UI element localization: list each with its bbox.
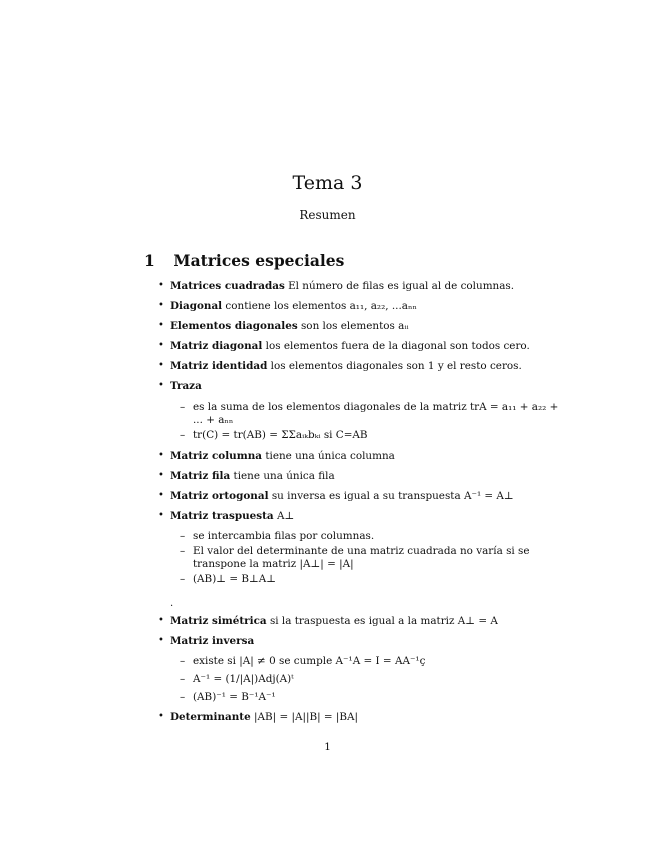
dash-icon: –	[180, 691, 186, 703]
sub-item-continuation: transpone la matriz |A⊥| = |A|	[193, 558, 354, 570]
list-item	[170, 615, 498, 628]
list-item	[170, 711, 358, 724]
item-term: Matriz inversa	[170, 635, 255, 647]
item-term: Traza	[170, 380, 202, 392]
item-text: |AB| = |A||B| = |BA|	[250, 711, 359, 723]
section-title: Matrices especiales	[173, 251, 345, 270]
list-item	[170, 360, 522, 373]
item-text: los elementos fuera de la diagonal son todos cero.	[262, 340, 530, 352]
list-item	[170, 470, 335, 483]
list-item	[170, 380, 202, 393]
sub-item: es la suma de los elementos diagonales de la matriz trA = a₁₁ + a₂₂ +	[193, 401, 559, 413]
item-text: los elementos diagonales son 1 y el resto ceros.	[267, 360, 522, 372]
bullet-icon: •	[158, 280, 164, 291]
list-item	[170, 635, 254, 648]
sub-item: existe si |A| ≠ 0 se cumple A⁻¹A = I = AA⁻¹ç	[193, 655, 426, 667]
sub-item: A⁻¹ = (1/|A|)Adj(A)ᵗ	[193, 673, 294, 685]
document-title: Tema 3	[292, 172, 363, 194]
sub-item: se intercambia filas por columnas.	[193, 530, 375, 542]
item-term: Matriz fila	[170, 470, 231, 482]
item-text: El número de filas es igual al de columnas.	[284, 280, 515, 292]
sub-item: (AB)⁻¹ = B⁻¹A⁻¹	[193, 691, 276, 703]
bullet-icon: •	[158, 340, 164, 351]
sub-item: (AB)⊥ = B⊥A⊥	[193, 573, 277, 585]
dash-icon: –	[180, 429, 186, 441]
list-item	[170, 300, 417, 313]
bullet-icon: •	[158, 450, 164, 461]
item-term: Elementos diagonales	[170, 320, 298, 332]
item-text: si la traspuesta es igual a la matriz A⊥ = A	[266, 615, 498, 627]
bullet-icon: •	[158, 490, 164, 501]
dash-icon: –	[180, 545, 186, 557]
section-number: 1	[144, 251, 155, 270]
item-term: Matrices cuadradas	[170, 280, 285, 292]
page-number: 1	[324, 741, 331, 753]
item-text: su inversa es igual a su transpuesta A⁻¹ = A⊥	[268, 490, 514, 502]
item-text: contiene los elementos a₁₁, a₂₂, ...aₙₙ	[222, 300, 417, 312]
bullet-icon: •	[158, 510, 164, 521]
item-term: Matriz diagonal	[170, 340, 263, 352]
bullet-icon: •	[158, 635, 164, 646]
dash-icon: –	[180, 673, 186, 685]
item-term: Determinante	[170, 711, 251, 723]
item-term: Matriz simétrica	[170, 615, 267, 627]
item-term: Diagonal	[170, 300, 223, 312]
item-text: A⊥	[273, 510, 295, 522]
item-term: Matriz ortogonal	[170, 490, 269, 502]
list-item	[170, 340, 530, 353]
document-subtitle: Resumen	[299, 208, 356, 222]
bullet-icon: •	[158, 470, 164, 481]
sub-item: El valor del determinante de una matriz cuadrada no varía si se	[193, 545, 530, 557]
bullet-icon: •	[158, 360, 164, 371]
sub-item-continuation: ... + aₙₙ	[193, 414, 234, 426]
list-item	[170, 320, 409, 333]
item-text: son los elementos aᵢᵢ	[297, 320, 409, 332]
list-item	[170, 280, 514, 293]
separator-dot: .	[170, 598, 174, 609]
dash-icon: –	[180, 530, 186, 542]
bullet-icon: •	[158, 711, 164, 722]
bullet-icon: •	[158, 615, 164, 626]
dash-icon: –	[180, 573, 186, 585]
bullet-icon: •	[158, 320, 164, 331]
item-text: tiene una única columna	[262, 450, 395, 462]
sub-item: tr(C) = tr(AB) = ΣΣaᵢₖbₖᵢ si C=AB	[193, 429, 368, 441]
dash-icon: –	[180, 655, 186, 667]
bullet-icon: •	[158, 380, 164, 391]
item-term: Matriz identidad	[170, 360, 268, 372]
list-item	[170, 510, 294, 523]
bullet-icon: •	[158, 300, 164, 311]
item-term: Matriz traspuesta	[170, 510, 274, 522]
list-item	[170, 490, 514, 503]
list-item	[170, 450, 395, 463]
dash-icon: –	[180, 401, 186, 413]
item-term: Matriz columna	[170, 450, 263, 462]
item-text: tiene una única fila	[230, 470, 335, 482]
section-heading	[144, 251, 344, 270]
